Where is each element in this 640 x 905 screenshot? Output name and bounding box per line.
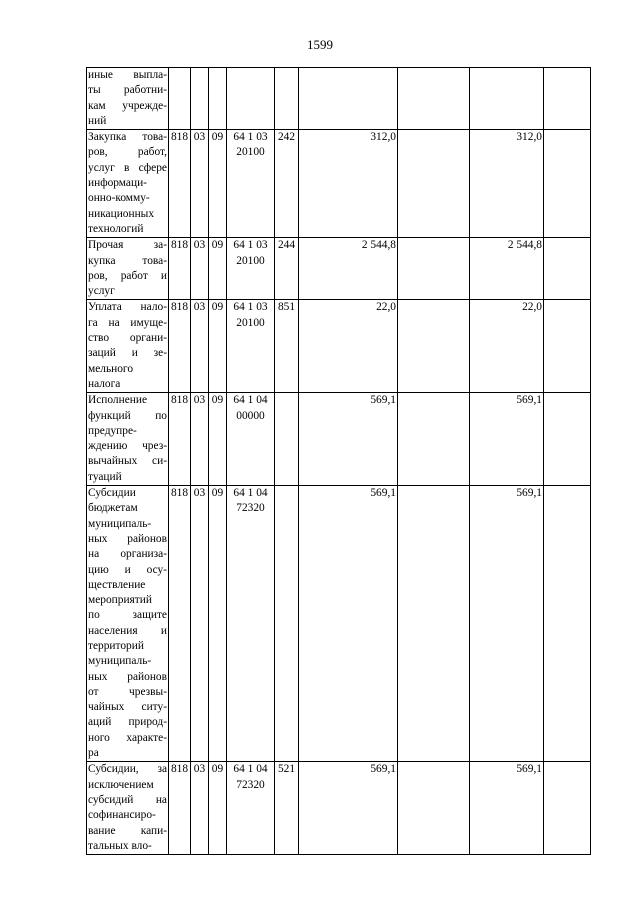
target-article-cell-line: 00000	[236, 409, 265, 422]
empty-cell	[398, 762, 470, 855]
target-article-cell	[227, 68, 275, 130]
item-name-cell-line: муниципаль-	[88, 655, 152, 668]
item-name-cell-line: вычайных си-	[88, 455, 167, 468]
amount-cell: 569,1	[299, 486, 398, 762]
table-row	[87, 393, 591, 486]
target-article-cell	[227, 238, 275, 300]
expense-type-cell: 521	[275, 762, 299, 855]
empty-cell	[398, 68, 470, 130]
item-name-cell	[87, 68, 169, 130]
item-name-cell	[87, 486, 169, 762]
empty-cell	[398, 486, 470, 762]
subsection-code-cell: 09	[209, 762, 227, 855]
empty-cell	[398, 130, 470, 238]
empty-cell	[398, 393, 470, 486]
amount-cell-2: 2 544,8	[470, 238, 544, 300]
section-code-cell: 03	[191, 393, 209, 486]
target-article-cell-line: 20100	[236, 146, 265, 159]
item-name-cell-line: туаций	[88, 470, 122, 483]
target-article-cell-line: 64 1 04	[233, 394, 268, 407]
item-name-cell-line: ждению чрез-	[88, 440, 167, 453]
ministry-code-cell: 818	[169, 130, 191, 238]
item-name-cell	[87, 238, 169, 300]
target-article-cell-line: 64 1 03	[233, 239, 268, 252]
section-code-cell: 03	[191, 300, 209, 393]
item-name-cell-line: мероприятий	[88, 594, 152, 607]
item-name-cell	[87, 300, 169, 393]
item-name-cell-line: предупре-	[88, 424, 137, 437]
expense-type-cell	[275, 68, 299, 130]
target-article-cell-line: 20100	[236, 316, 265, 329]
item-name-cell-line: чайных ситу-	[88, 701, 167, 714]
expense-type-cell: 851	[275, 300, 299, 393]
item-name-cell-line: онно-комму-	[88, 192, 150, 205]
item-name-cell-line: купка това-	[88, 254, 167, 267]
item-name-cell-line: услуг	[88, 285, 115, 298]
item-name-cell-line: Исполнение	[88, 394, 148, 407]
amount-cell: 569,1	[299, 762, 398, 855]
empty-cell	[398, 300, 470, 393]
table-row	[87, 238, 591, 300]
section-code-cell: 03	[191, 762, 209, 855]
empty-cell	[544, 762, 591, 855]
ministry-code-cell	[169, 68, 191, 130]
item-name-cell-line: исключением	[88, 778, 154, 791]
item-name-cell-line: услуг в сфере	[88, 161, 167, 174]
target-article-cell-line: 72320	[236, 502, 265, 515]
item-name-cell-line: ров, работ и	[88, 269, 167, 282]
item-name-cell-line: мельного	[88, 362, 134, 375]
amount-cell: 312,0	[299, 130, 398, 238]
empty-cell	[544, 300, 591, 393]
item-name-cell-line: технологий	[88, 222, 144, 235]
ministry-code-cell: 818	[169, 486, 191, 762]
target-article-cell	[227, 486, 275, 762]
target-article-cell	[227, 762, 275, 855]
item-name-cell-line: бюджетам	[88, 502, 138, 515]
amount-cell-2: 569,1	[470, 762, 544, 855]
item-name-cell-line: от чрезвы-	[88, 685, 167, 698]
item-name-cell-line: ных районов	[88, 670, 167, 683]
expense-type-cell	[275, 393, 299, 486]
item-name-cell-line: софинансиро-	[88, 809, 156, 822]
target-article-cell-line: 72320	[236, 778, 265, 791]
target-article-cell	[227, 393, 275, 486]
expense-type-cell	[275, 486, 299, 762]
table-row	[87, 762, 591, 855]
item-name-cell-line: территорий	[88, 639, 144, 652]
section-code-cell: 03	[191, 238, 209, 300]
target-article-cell	[227, 130, 275, 238]
empty-cell	[544, 238, 591, 300]
item-name-cell-line: на организа-	[88, 548, 167, 561]
subsection-code-cell: 09	[209, 486, 227, 762]
expense-type-cell: 244	[275, 238, 299, 300]
section-code-cell: 03	[191, 486, 209, 762]
target-article-cell	[227, 300, 275, 393]
item-name-cell-line: никационных	[88, 207, 155, 220]
target-article-cell-line: 64 1 03	[233, 131, 268, 144]
table-row	[87, 68, 591, 130]
subsection-code-cell: 09	[209, 300, 227, 393]
budget-table	[86, 67, 591, 855]
item-name-cell-line: ство органи-	[88, 332, 167, 345]
section-code-cell	[191, 68, 209, 130]
ministry-code-cell: 818	[169, 300, 191, 393]
item-name-cell-line: ных районов	[88, 532, 167, 545]
table-row	[87, 300, 591, 393]
empty-cell	[544, 393, 591, 486]
empty-cell	[544, 68, 591, 130]
expense-type-cell: 242	[275, 130, 299, 238]
item-name-cell-line: вание капи-	[88, 824, 167, 837]
ministry-code-cell: 818	[169, 762, 191, 855]
target-article-cell-line: 64 1 04	[233, 487, 268, 500]
empty-cell	[398, 238, 470, 300]
amount-cell: 22,0	[299, 300, 398, 393]
item-name-cell-line: Прочая за-	[88, 239, 167, 252]
item-name-cell-line: ра	[88, 747, 99, 760]
amount-cell-2	[470, 68, 544, 130]
empty-cell	[544, 486, 591, 762]
amount-cell-2: 312,0	[470, 130, 544, 238]
target-article-cell-line: 64 1 03	[233, 301, 268, 314]
ministry-code-cell: 818	[169, 393, 191, 486]
item-name-cell-line: ществление	[88, 578, 146, 591]
item-name-cell-line: Закупка това-	[88, 131, 167, 144]
item-name-cell-line: ров, работ,	[88, 146, 167, 159]
page-number: 1599	[307, 37, 333, 52]
amount-cell-2: 22,0	[470, 300, 544, 393]
ministry-code-cell: 818	[169, 238, 191, 300]
section-code-cell: 03	[191, 130, 209, 238]
item-name-cell-line: Уплата нало-	[88, 301, 167, 314]
item-name-cell-line: ты работни-	[88, 84, 167, 97]
item-name-cell-line: Субсидии	[88, 487, 136, 500]
amount-cell: 2 544,8	[299, 238, 398, 300]
item-name-cell-line: муниципаль-	[88, 517, 152, 530]
item-name-cell	[87, 130, 169, 238]
amount-cell-2: 569,1	[470, 486, 544, 762]
item-name-cell-line: аций природ-	[88, 716, 167, 729]
subsection-code-cell: 09	[209, 130, 227, 238]
item-name-cell-line: заций и зе-	[88, 347, 167, 360]
amount-cell-2: 569,1	[470, 393, 544, 486]
item-name-cell	[87, 762, 169, 855]
target-article-cell-line: 64 1 04	[233, 763, 268, 776]
item-name-cell	[87, 393, 169, 486]
table-row	[87, 486, 591, 762]
item-name-cell-line: цию и осу-	[88, 563, 167, 576]
item-name-cell-line: по защите	[88, 609, 167, 622]
item-name-cell-line: информаци-	[88, 177, 147, 190]
table-body	[87, 68, 591, 855]
subsection-code-cell	[209, 68, 227, 130]
item-name-cell-line: налога	[88, 377, 121, 390]
subsection-code-cell: 09	[209, 238, 227, 300]
item-name-cell-line: иные выпла-	[88, 69, 167, 81]
item-name-cell-line: тальных вло-	[88, 839, 152, 852]
item-name-cell-line: га на имуще-	[88, 316, 167, 329]
item-name-cell-line: населения и	[88, 624, 167, 637]
table-row	[87, 130, 591, 238]
empty-cell	[544, 130, 591, 238]
target-article-cell-line: 20100	[236, 254, 265, 267]
item-name-cell-line: кам учрежде-	[88, 99, 167, 112]
item-name-cell-line: субсидий на	[88, 793, 167, 806]
subsection-code-cell: 09	[209, 393, 227, 486]
item-name-cell-line: ний	[88, 114, 107, 127]
item-name-cell-line: Субсидии, за	[88, 763, 167, 776]
item-name-cell-line: ного характе-	[88, 731, 167, 744]
amount-cell: 569,1	[299, 393, 398, 486]
item-name-cell-line: функций по	[88, 409, 167, 422]
amount-cell	[299, 68, 398, 130]
